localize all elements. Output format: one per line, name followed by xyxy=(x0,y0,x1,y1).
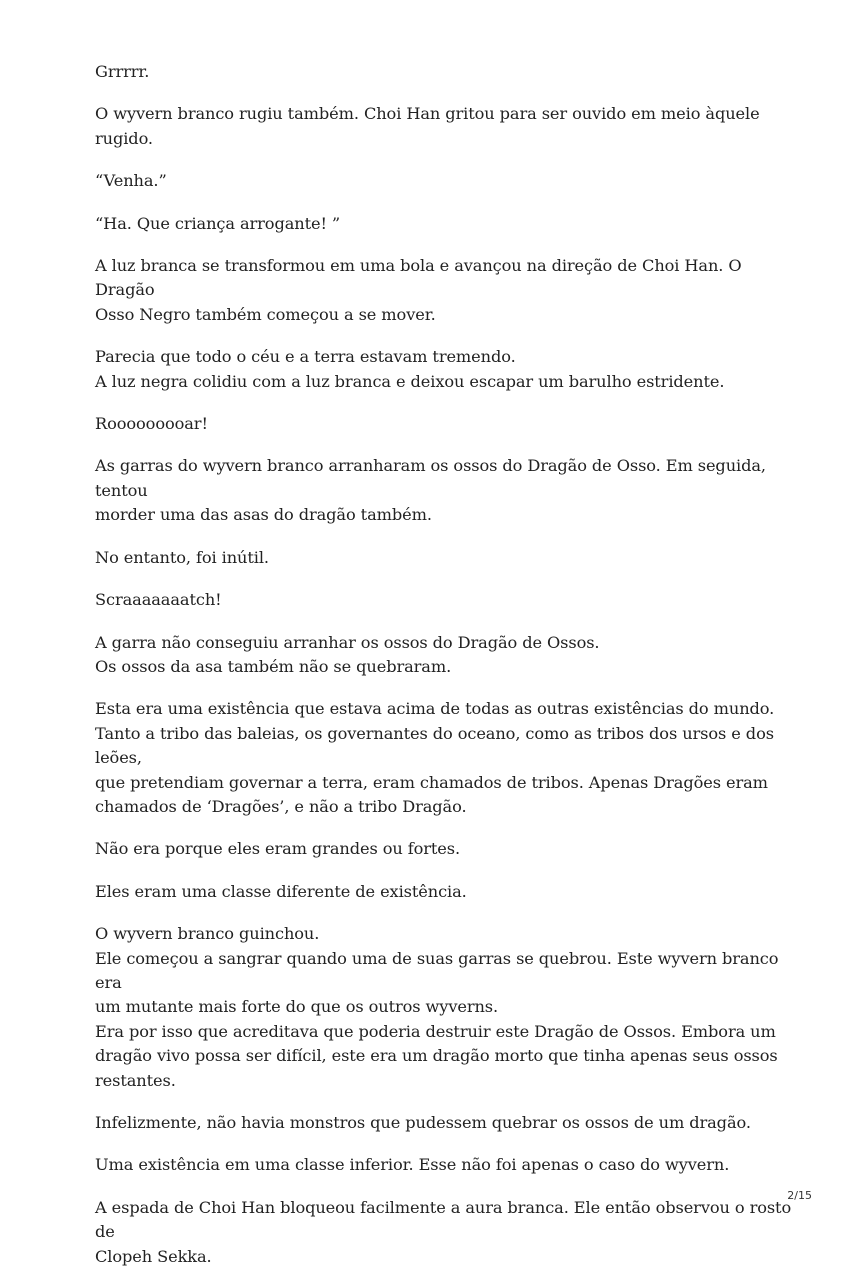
paragraph: Scraaaaaaatch! xyxy=(95,590,222,610)
paragraph: “Ha. Que criança arrogante! ” xyxy=(95,213,341,233)
document-body xyxy=(95,60,800,1287)
paragraph: A luz branca se transformou em uma bola e avançou na direção de Choi Han. O Dragão Osso Negro também começou a se mover. xyxy=(95,256,742,324)
paragraph: Rooooooooar! xyxy=(95,414,208,434)
paragraph: Uma existência em uma classe inferior. Esse não foi apenas o caso do wyvern. xyxy=(95,1155,730,1175)
page-number: 2/15 xyxy=(787,1189,812,1202)
paragraph: Não era porque eles eram grandes ou fortes. xyxy=(95,839,461,859)
paragraph: Grrrrr. xyxy=(95,62,150,81)
paragraph: “Venha.” xyxy=(95,171,167,191)
paragraph: No entanto, foi inútil. xyxy=(95,547,269,567)
paragraph: A espada de Choi Han bloqueou facilmente a aura branca. Ele então observou o rosto de Clopeh Sekka. xyxy=(95,1197,792,1266)
paragraph: Esta era uma existência que estava acima de todas as outras existências do mundo. Tanto a tribo das baleias, os governantes do oceano, como as tribos dos ursos e dos leões, que pretendiam governar a terra, eram chamados de tribos. Apenas Dragões eram chamados de ‘Dragões’, e não a tribo Dragão. xyxy=(95,699,775,816)
paragraph: As garras do wyvern branco arranharam os ossos do Dragão de Osso. Em seguida, tentou morder uma das asas do dragão também. xyxy=(95,456,766,525)
paragraph: A garra não conseguiu arranhar os ossos do Dragão de Ossos. Os ossos da asa também não se quebraram. xyxy=(95,632,600,676)
paragraph: O wyvern branco rugiu também. Choi Han gritou para ser ouvido em meio àquele rugido. xyxy=(95,104,760,148)
paragraph: Eles eram uma classe diferente de existência. xyxy=(95,881,467,901)
paragraph: O wyvern branco guinchou. Ele começou a sangrar quando uma de suas garras se quebrou. Este wyvern branco era um mutante mais forte do que os outros wyverns. Era por isso que acreditava que poderia destruir este Dragão de Ossos. Embora um dragão vivo possa ser difícil, este era um dragão morto que tinha apenas seus ossos restantes. xyxy=(95,924,779,1090)
paragraph: Parecia que todo o céu e a terra estavam tremendo. A luz negra colidiu com a luz branca e deixou escapar um barulho estridente. xyxy=(95,347,725,391)
paragraph: Infelizmente, não havia monstros que pudessem quebrar os ossos de um dragão. xyxy=(95,1113,751,1132)
